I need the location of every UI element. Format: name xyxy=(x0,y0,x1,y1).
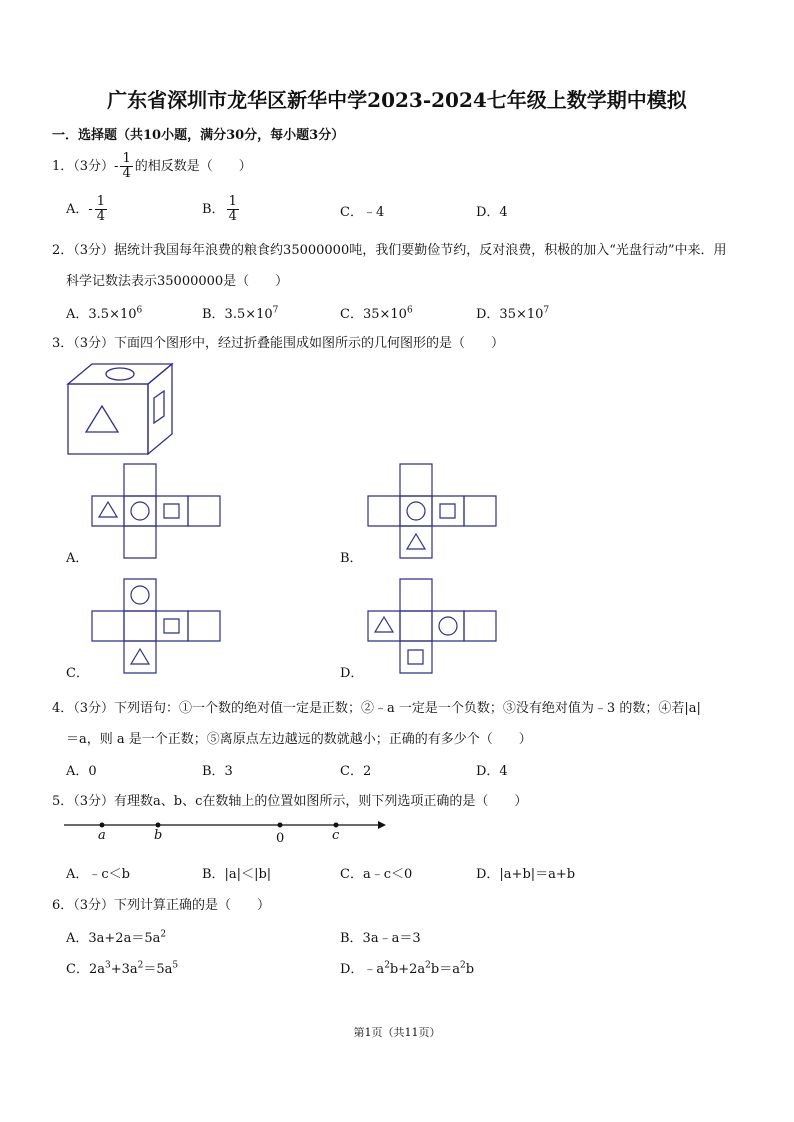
q1-frac-den: 4 xyxy=(122,166,131,181)
net-option-b xyxy=(366,462,501,560)
q2-b-exp: 7 xyxy=(272,305,279,316)
net-option-c xyxy=(90,577,225,675)
q3-label-c: C． xyxy=(66,666,89,681)
q6-option-c xyxy=(66,958,178,977)
net-c-cell xyxy=(92,611,124,641)
question-6-stem: 6．（3分）下列计算正确的是（ ） xyxy=(52,898,271,913)
q1-b-num: 1 xyxy=(228,194,237,209)
q6-c-part: ＝5a xyxy=(143,962,173,977)
page-footer: 第1页（共11页） xyxy=(353,1026,441,1039)
q1-a-minus: - xyxy=(88,202,93,217)
q1-option-a xyxy=(66,195,109,224)
section-heading: 一．选择题（共10小题，满分30分，每小题3分） xyxy=(52,128,345,143)
net-c-cell xyxy=(156,611,188,641)
q6-a-text: A．3a+2a＝5a xyxy=(66,931,161,946)
net-b-cell xyxy=(400,526,432,558)
q4-option-a: A．0 xyxy=(66,764,97,779)
q3-label-d: D． xyxy=(340,666,364,681)
net-b-square xyxy=(440,504,455,518)
q4-option-b: B．3 xyxy=(202,764,233,779)
net-c-cell xyxy=(124,641,156,673)
q2-d-text: D．35×10 xyxy=(476,307,544,322)
q5-option-a: A．﹣c＜b xyxy=(66,867,130,882)
q5-option-c: C．a﹣c＜0 xyxy=(340,867,413,882)
q2-d-exp: 7 xyxy=(543,305,550,316)
q2-option-d xyxy=(476,303,549,322)
label-a: a xyxy=(98,828,106,843)
q2-option-c xyxy=(340,303,413,322)
label-zero: 0 xyxy=(276,831,285,846)
cube-front-face xyxy=(68,384,148,454)
net-a-circle xyxy=(131,502,149,520)
label-c: c xyxy=(332,828,340,843)
net-d-cell xyxy=(400,611,432,641)
page-title: 广东省深圳市龙华区新华中学2023-2024七年级上数学期中模拟 xyxy=(107,88,687,112)
q1-minus: - xyxy=(114,159,119,174)
net-d-cell xyxy=(464,611,496,641)
net-b-cell xyxy=(464,496,496,526)
q6-d-part: b＝a xyxy=(430,962,460,977)
q6-d-exp: 2 xyxy=(384,960,390,971)
cube-top-face xyxy=(68,364,172,384)
q2-option-a xyxy=(66,303,142,322)
q1-b-den: 4 xyxy=(228,209,237,224)
net-a-cell xyxy=(124,496,156,526)
net-option-a xyxy=(90,462,225,560)
number-line xyxy=(62,815,394,849)
q6-d-exp: 2 xyxy=(425,960,431,971)
net-d-circle xyxy=(439,617,457,635)
q3-label-b: B． xyxy=(340,551,363,566)
q3-label-a: A． xyxy=(66,551,89,566)
net-c-cell xyxy=(124,579,156,611)
net-a-triangle xyxy=(99,502,117,517)
point-a xyxy=(100,823,105,828)
question-5-stem: 5．（3分）有理数a、b、c在数轴上的位置如图所示，则下列选项正确的是（ ） xyxy=(52,794,528,809)
cube-triangle-mark xyxy=(86,406,118,432)
question-2-line1: 2．（3分）据统计我国每年浪费的粮食约35000000吨，我们要勤俭节约，反对浪费，积极的加入“光盘行动”中来．用 xyxy=(52,243,727,258)
net-a-cell xyxy=(92,496,124,526)
q2-a-exp: 6 xyxy=(136,305,143,316)
net-b-triangle xyxy=(407,534,425,549)
q1-prefix: 1．（3分） xyxy=(52,159,115,174)
net-option-d xyxy=(366,577,501,675)
net-d-cell xyxy=(400,579,432,611)
cube-right-face xyxy=(148,364,172,454)
net-a-square xyxy=(164,504,179,518)
q6-d-part: b xyxy=(465,962,475,977)
point-zero xyxy=(278,823,283,828)
q6-d-part: D．﹣a xyxy=(340,962,385,977)
net-b-cell xyxy=(432,496,464,526)
net-d-cell xyxy=(400,641,432,673)
q1-option-b xyxy=(202,195,241,224)
q4-option-d: D．4 xyxy=(476,764,508,779)
net-d-triangle xyxy=(375,617,393,632)
q2-a-text: A．3.5×10 xyxy=(66,307,137,322)
question-2-line2: 科学记数法表示35000000是（ ） xyxy=(66,274,289,289)
q1-a-fraction xyxy=(95,195,107,224)
q6-d-exp: 2 xyxy=(459,960,466,971)
q2-c-text: C．35×10 xyxy=(340,307,407,322)
q2-b-text: B．3.5×10 xyxy=(202,307,273,322)
net-c-square xyxy=(164,619,179,633)
net-b-cell xyxy=(400,464,432,496)
net-c-cell xyxy=(124,611,156,641)
question-3-stem: 3．（3分）下面四个图形中，经过折叠能围成如图所示的几何图形的是（ ） xyxy=(52,336,505,351)
q6-option-d xyxy=(340,958,474,977)
net-d-cell xyxy=(432,611,464,641)
q4-option-c: C．2 xyxy=(340,764,372,779)
cube-square-mark xyxy=(154,391,164,423)
number-line-arrow xyxy=(378,821,386,829)
q1-frac-num: 1 xyxy=(122,151,131,166)
q6-a-exp: 2 xyxy=(160,929,167,940)
q1-option-d: D．4 xyxy=(476,205,508,220)
q1-b-fraction xyxy=(227,195,239,224)
net-a-cell xyxy=(124,464,156,496)
question-4-line1: 4．（3分）下列语句：①一个数的绝对值一定是正数；②﹣a 一定是一个负数；③没有绝对值为﹣3 的数；④若|a| xyxy=(52,701,701,716)
net-b-cell xyxy=(400,496,432,526)
q6-option-b: B．3a﹣a＝3 xyxy=(340,931,421,946)
q6-d-part: b+2a xyxy=(389,962,426,977)
point-c xyxy=(334,823,339,828)
q1-b-label: B． xyxy=(202,202,225,217)
question-1-stem xyxy=(52,152,252,181)
q2-option-b xyxy=(202,303,278,322)
net-d-square xyxy=(408,650,423,664)
q1-fraction xyxy=(120,152,132,181)
net-b-circle xyxy=(407,502,425,520)
net-a-cell xyxy=(188,496,220,526)
cube-figure xyxy=(66,362,176,457)
q6-c-exp: 3 xyxy=(104,960,111,971)
net-a-cell xyxy=(156,496,188,526)
question-4-line2: ＝a，则 a 是一个正数；⑤离原点左边越远的数就越小；正确的有多少个（ ） xyxy=(66,732,532,747)
q6-c-exp: 2 xyxy=(137,960,144,971)
net-d-cell xyxy=(368,611,400,641)
q1-a-label: A． xyxy=(66,202,89,217)
q6-option-a xyxy=(66,927,166,946)
label-b: b xyxy=(154,828,163,843)
q5-option-d: D．|a+b|＝a+b xyxy=(476,867,576,882)
net-c-cell xyxy=(188,611,220,641)
q2-c-exp: 6 xyxy=(406,305,413,316)
q6-c-part: C．2a xyxy=(66,962,105,977)
cube-circle-mark xyxy=(106,368,134,380)
net-c-triangle xyxy=(131,649,149,664)
q1-a-num: 1 xyxy=(96,194,106,209)
q1-suffix: 的相反数是（ ） xyxy=(134,159,252,174)
net-a-cell xyxy=(124,526,156,558)
point-b xyxy=(156,823,161,828)
q5-option-b: B．|a|＜|b| xyxy=(202,867,272,882)
net-c-circle xyxy=(131,586,149,604)
q6-c-part: +3a xyxy=(110,962,138,977)
q1-option-c: C．﹣4 xyxy=(340,205,385,220)
q1-a-den: 4 xyxy=(96,209,106,224)
q6-c-exp: 5 xyxy=(172,960,179,971)
net-b-cell xyxy=(368,496,400,526)
